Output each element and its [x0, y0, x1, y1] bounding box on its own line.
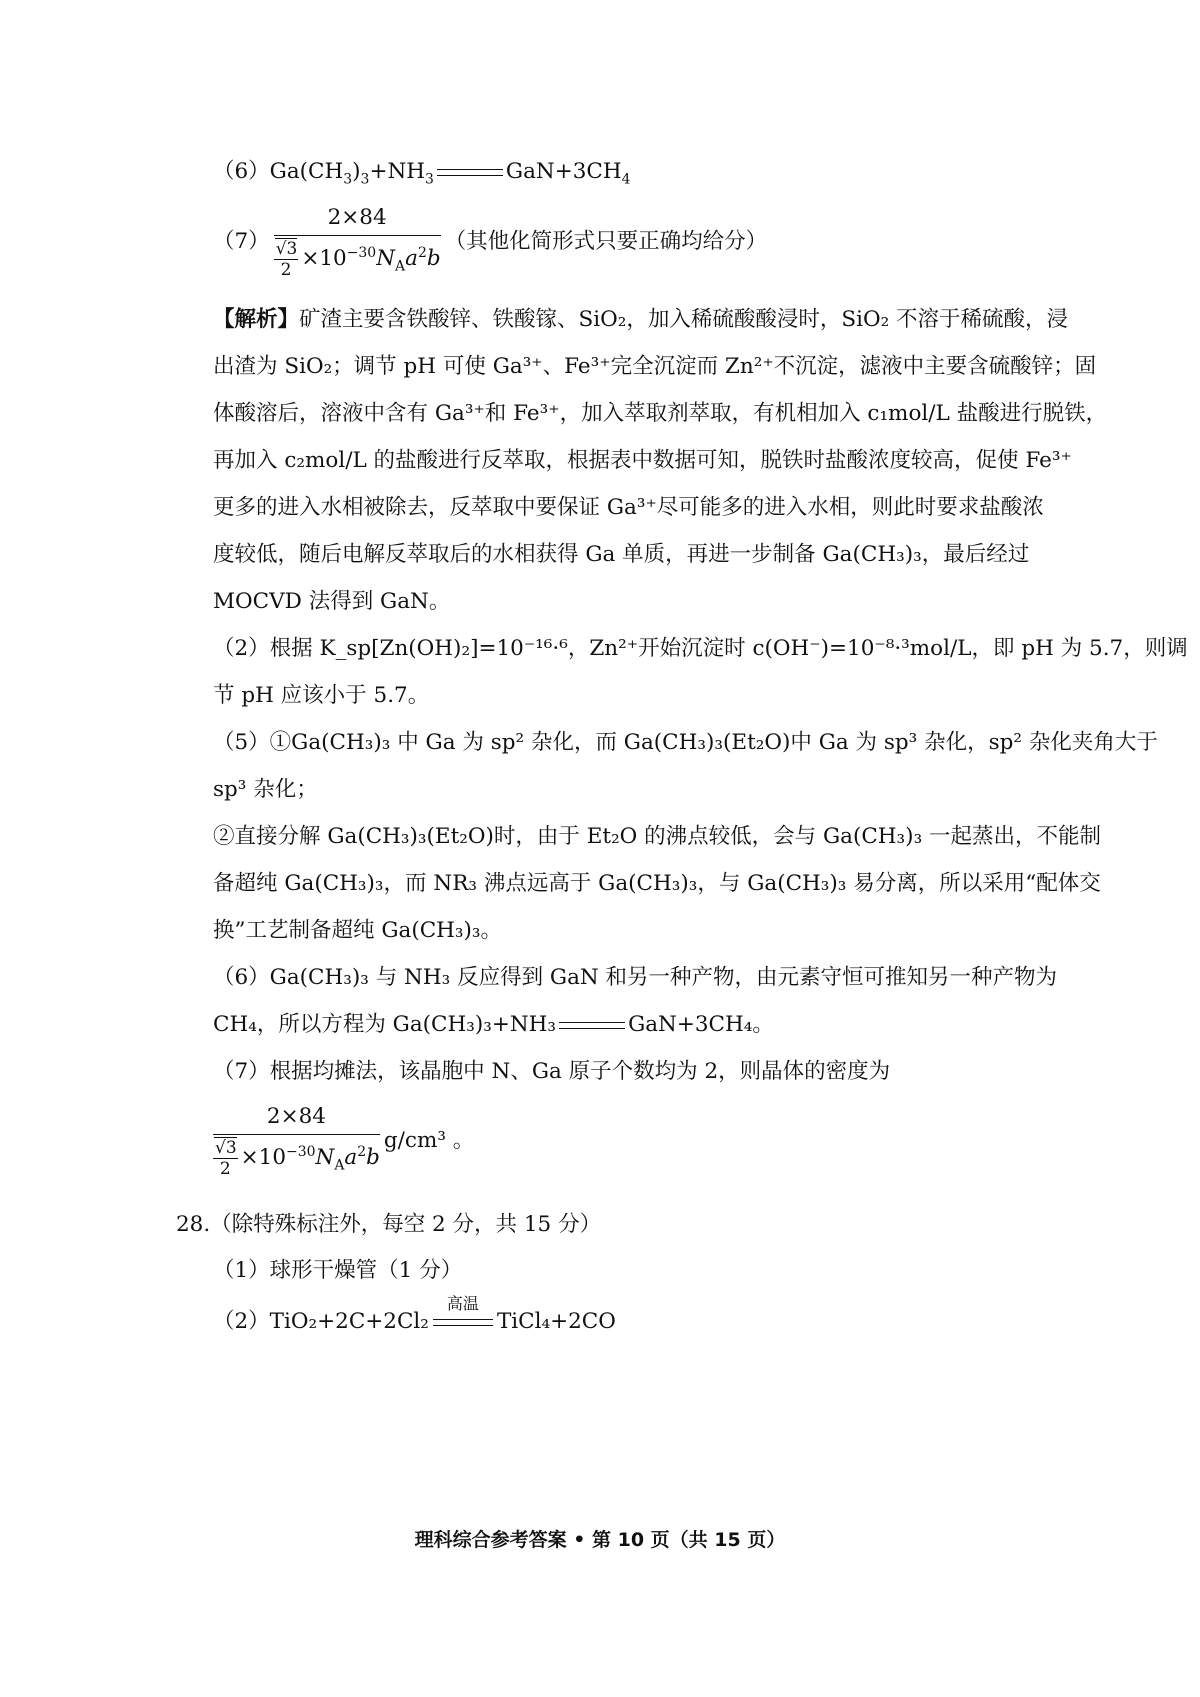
text: （6）Ga(CH	[213, 159, 344, 184]
analysis-q6-line-2	[213, 1010, 774, 1040]
sub: A	[334, 1157, 345, 1174]
reaction-condition: 高温	[446, 1293, 479, 1313]
fraction-denominator	[213, 1135, 380, 1180]
text: （2）TiO₂+2C+2Cl₂	[213, 1309, 429, 1334]
text: 2	[219, 1158, 231, 1179]
text: b	[366, 1145, 380, 1171]
analysis-q5-line-1: （5）①Ga(CH₃)₃ 中 Ga 为 sp² 杂化，而 Ga(CH₃)₃(Et₂O)中 Ga 为 sp³ 杂化，sp² 杂化夹角大于	[213, 730, 1158, 755]
analysis-q7-density	[213, 1102, 474, 1180]
sup: 2	[417, 245, 427, 261]
sub: 3	[360, 171, 370, 188]
text: TiCl₄+2CO	[496, 1309, 616, 1334]
analysis-line-4: 再加入 c₂mol/L 的盐酸进行反萃取，根据表中数据可知，脱铁时盐酸浓度较高，促使 Fe³⁺	[213, 448, 1072, 473]
text: b	[426, 246, 441, 272]
text: N	[376, 246, 396, 272]
fraction-numerator: 2×84	[274, 203, 441, 236]
text: a	[405, 246, 418, 272]
equals-sign	[559, 1022, 625, 1029]
question-28-answer-2	[213, 1293, 616, 1337]
text: ×10	[240, 1145, 287, 1171]
text: ×10	[301, 246, 347, 272]
analysis-q6-line-1: （6）Ga(CH₃)₃ 与 NH₃ 反应得到 GaN 和另一种产物，由元素守恒可推知另一种产物为	[213, 965, 1058, 990]
text: a	[344, 1145, 358, 1171]
analysis-line-7: MOCVD 法得到 GaN。	[213, 589, 451, 614]
text: GaN+3CH₄。	[628, 1012, 774, 1037]
text: CH₄，所以方程为 Ga(CH₃)₃+NH₃	[213, 1012, 557, 1037]
sup: −30	[346, 245, 377, 261]
sup: −30	[286, 1144, 316, 1160]
text: g/cm³ 。	[383, 1128, 475, 1154]
fraction-denominator	[274, 236, 441, 281]
analysis-q5-line-5: 换”工艺制备超纯 Ga(CH₃)₃。	[213, 918, 503, 943]
text: 2	[280, 259, 292, 280]
analysis-heading: 【解析】	[213, 307, 300, 332]
question-28-answer-1: （1）球形干燥管（1 分）	[213, 1258, 463, 1283]
analysis-q5-line-2: sp³ 杂化；	[213, 777, 318, 802]
analysis-q5-line-4: 备超纯 Ga(CH₃)₃，而 NR₃ 沸点远高于 Ga(CH₃)₃，与 Ga(CH₃)₃ 易分离，所以采用“配体交	[213, 871, 1101, 896]
analysis-q2-line-2: 节 pH 应该小于 5.7。	[213, 683, 430, 708]
text: √3	[215, 1137, 237, 1158]
sub: A	[395, 258, 406, 275]
sub: 3	[425, 171, 434, 188]
analysis-line-6: 度较低，随后电解反萃取后的水相获得 Ga 单质，再进一步制备 Ga(CH₃)₃，最后经过	[213, 542, 1030, 567]
analysis-line-5: 更多的进入水相被除去，反萃取中要保证 Ga³⁺尽可能多的进入水相，则此时要求盐酸浓	[213, 495, 1044, 520]
answer-6-equation	[213, 157, 631, 194]
sub: 4	[621, 171, 631, 188]
density-fraction	[274, 203, 441, 281]
density-fraction	[213, 1102, 380, 1180]
fraction-numerator: 2×84	[213, 1102, 380, 1135]
reaction-arrow	[433, 1293, 493, 1326]
equals-sign	[437, 169, 503, 176]
text: （7）	[213, 229, 270, 255]
text: +NH	[369, 159, 426, 184]
analysis-line-2: 出渣为 SiO₂；调节 pH 可使 Ga³⁺、Fe³⁺完全沉淀而 Zn²⁺不沉淀，滤液中主要含硫酸锌；固	[213, 354, 1097, 379]
text: √3	[275, 238, 298, 259]
sqrt3-over-2	[213, 1138, 238, 1179]
answer-7-density	[213, 203, 767, 281]
page-footer: 理科综合参考答案 • 第 10 页（共 15 页）	[414, 1529, 786, 1551]
question-28-heading: 28.（除特殊标注外，每空 2 分，共 15 分）	[176, 1212, 602, 1237]
text: )	[352, 159, 361, 184]
analysis-line-3: 体酸溶后，溶液中含有 Ga³⁺和 Fe³⁺，加入萃取剂萃取，有机相加入 c₁mol/L 盐酸进行脱铁，	[213, 401, 1108, 426]
text: （其他化简形式只要正确均给分）	[444, 229, 768, 255]
analysis-q2-line-1: （2）根据 K_sp[Zn(OH)₂]=10⁻¹⁶·⁶，Zn²⁺开始沉淀时 c(OH⁻)=10⁻⁸·³mol/L，即 pH 为 5.7，则调	[213, 636, 1188, 661]
analysis-q7-line-1: （7）根据均摊法，该晶胞中 N、Ga 原子个数均为 2，则晶体的密度为	[213, 1059, 891, 1084]
sub: 3	[343, 171, 353, 188]
sup: 2	[357, 1144, 367, 1160]
text: N	[315, 1145, 335, 1171]
text: 矿渣主要含铁酸锌、铁酸镓、SiO₂，加入稀硫酸酸浸时，SiO₂ 不溶于稀硫酸，浸	[299, 307, 1069, 332]
sqrt3-over-2	[274, 239, 299, 280]
analysis-q5-line-3: ②直接分解 Ga(CH₃)₃(Et₂O)时，由于 Et₂O 的沸点较低，会与 Ga(CH₃)₃ 一起蒸出，不能制	[213, 824, 1102, 849]
text: GaN+3CH	[505, 159, 622, 184]
analysis-line-1	[213, 305, 1068, 335]
